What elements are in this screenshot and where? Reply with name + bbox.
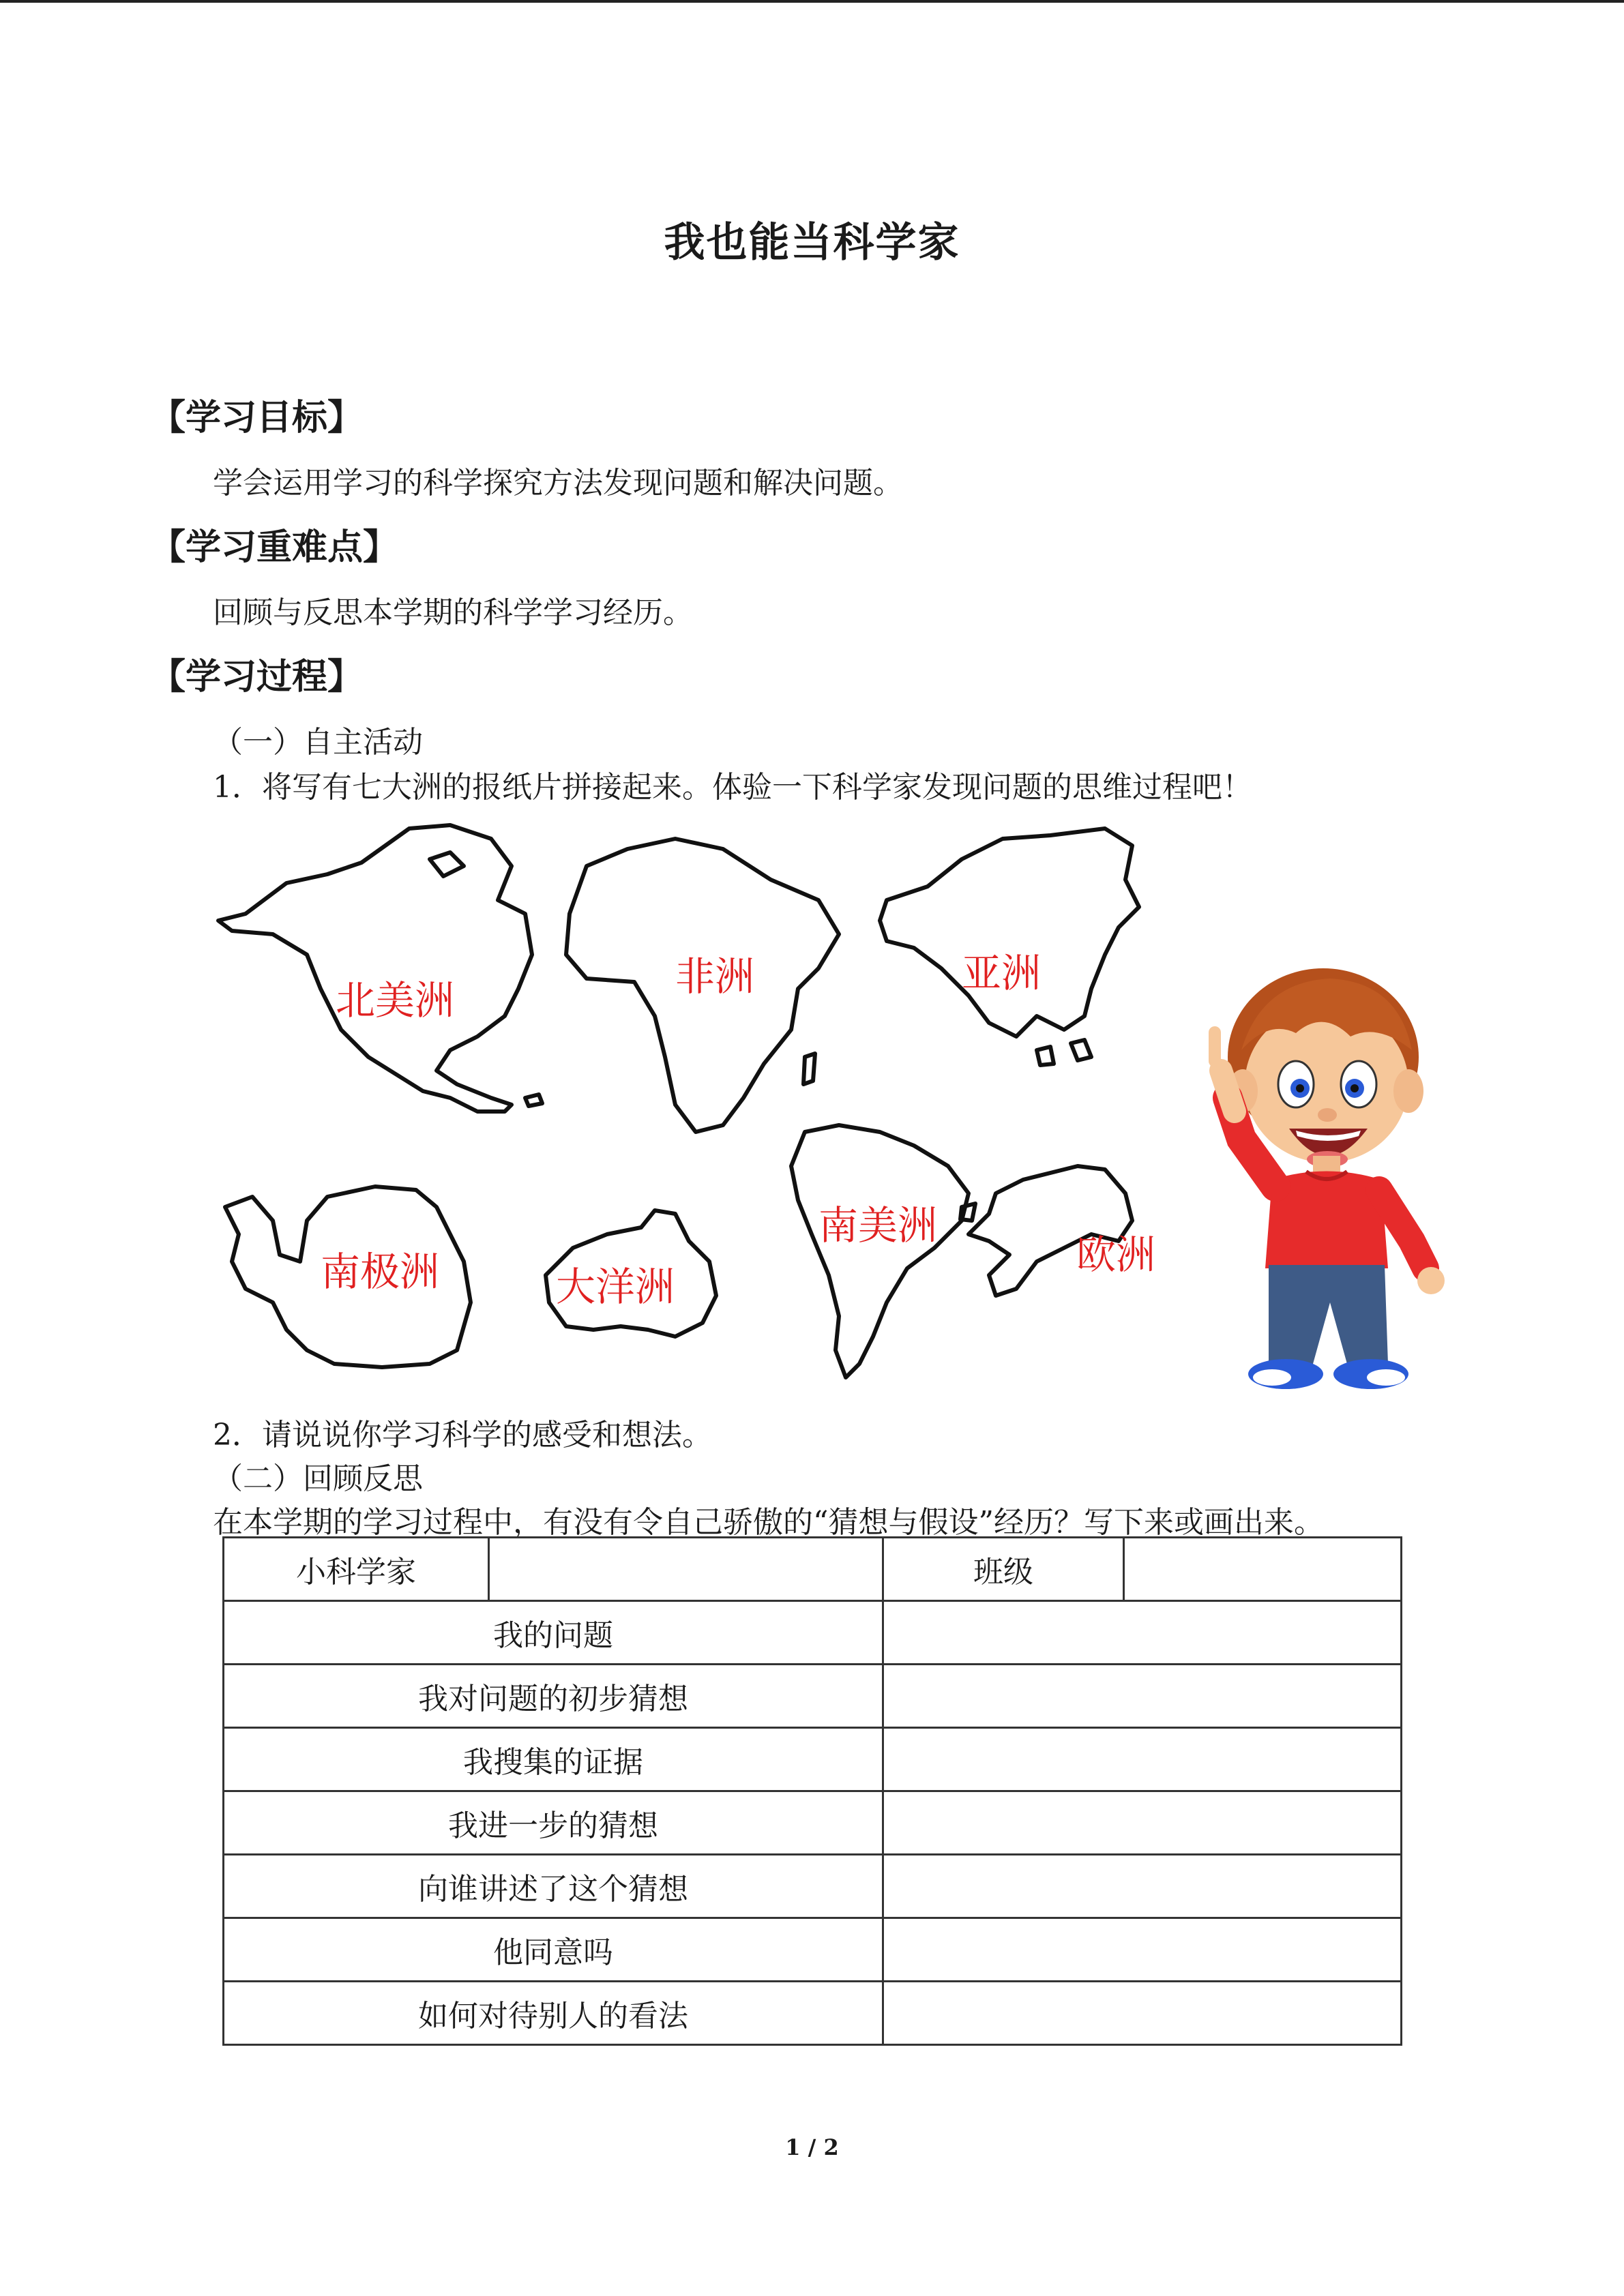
label-north-america: 北美洲: [336, 977, 455, 1024]
table-row: [224, 1918, 1402, 1982]
table-row: [224, 1982, 1402, 2045]
row-label-further-guess: 我进一步的猜想: [224, 1791, 883, 1855]
table-row: [224, 1728, 1402, 1791]
row-label-my-question: 我的问题: [224, 1601, 883, 1665]
answer-cell[interactable]: [883, 1601, 1402, 1665]
step1-text: 1．将写有七大洲的报纸片拼接起来。体验一下科学家发现问题的思维过程吧！: [213, 770, 1252, 805]
row-label-agree: 他同意吗: [224, 1918, 883, 1982]
answer-cell[interactable]: [883, 1728, 1402, 1791]
part2-text: 在本学期的学习过程中，有没有令自己骄傲的“猜想与假设”经历？写下来或画出来。: [213, 1505, 1324, 1540]
scientist-label-cell: 小科学家: [224, 1538, 489, 1601]
table-row: [224, 1665, 1402, 1728]
row-label-evidence: 我搜集的证据: [224, 1728, 883, 1791]
step2-text: 2．请说说你学习科学的感受和想法。: [213, 1418, 712, 1452]
table-row: [224, 1855, 1402, 1918]
class-input-cell[interactable]: [1124, 1538, 1402, 1601]
page-number: 1 / 2: [785, 2134, 839, 2160]
heading-process: 【学习过程】: [150, 657, 364, 698]
answer-cell[interactable]: [883, 1918, 1402, 1982]
label-south-america: 南美洲: [818, 1202, 938, 1249]
cartoon-boy-illustration: [1200, 955, 1446, 1398]
answer-cell[interactable]: [883, 1791, 1402, 1855]
scientist-name-input-cell[interactable]: [489, 1538, 883, 1601]
objective-text: 学会运用学习的科学探究方法发现问题和解决问题。: [213, 466, 903, 501]
reflection-form-table: [222, 1536, 1402, 2046]
answer-cell[interactable]: [883, 1982, 1402, 2045]
label-europe: 欧洲: [1076, 1232, 1156, 1278]
south-america-outline: [791, 1125, 969, 1377]
label-antarctica: 南极洲: [321, 1249, 440, 1295]
row-label-initial-guess: 我对问题的初步猜想: [224, 1665, 883, 1728]
top-border: [0, 0, 1624, 3]
part2-title: （二）回顾反思: [213, 1461, 423, 1496]
continent-puzzle-figure: [205, 811, 1194, 1391]
table-row: [224, 1601, 1402, 1665]
answer-cell[interactable]: [883, 1665, 1402, 1728]
answer-cell[interactable]: [883, 1855, 1402, 1918]
heading-key-points: 【学习重难点】: [150, 527, 399, 568]
table-row: [224, 1791, 1402, 1855]
label-oceania: 大洋洲: [556, 1264, 675, 1310]
heading-objective: 【学习目标】: [150, 398, 364, 438]
label-asia: 亚洲: [962, 950, 1042, 996]
label-africa: 非洲: [675, 953, 755, 1000]
asia-outline: [880, 829, 1139, 1037]
row-label-told-whom: 向谁讲述了这个猜想: [224, 1855, 883, 1918]
class-label-cell: 班级: [883, 1538, 1124, 1601]
page-title: 我也能当科学家: [664, 219, 960, 267]
row-label-others-views: 如何对待别人的看法: [224, 1982, 883, 2045]
key-points-text: 回顾与反思本学期的科学学习经历。: [213, 595, 693, 630]
part1-title: （一）自主活动: [213, 725, 423, 760]
table-row-header: [224, 1538, 1402, 1601]
